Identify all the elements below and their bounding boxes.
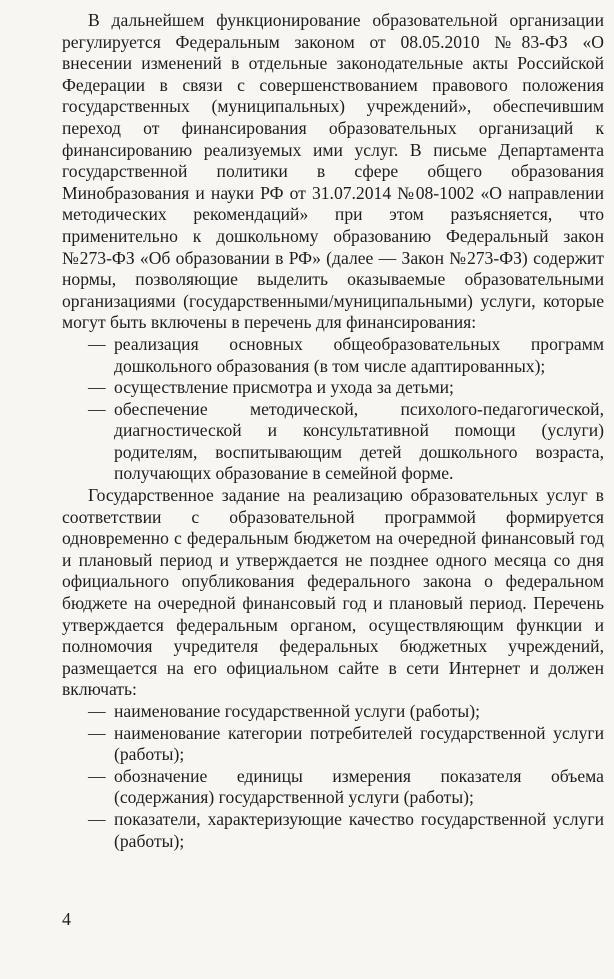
dash-bullet: — [88, 398, 106, 419]
requirements-list [62, 701, 604, 852]
list-item-text: наименование категории потребителей государственной услуги (работы); [114, 722, 604, 765]
list-item-text: показатели, характеризующие качество государственной услуги (работы); [114, 808, 604, 851]
list-item-text: наименование государственной услуги (работы); [114, 701, 480, 721]
dash-bullet: — [88, 333, 106, 354]
list-item [62, 334, 604, 377]
list-item-text: обозначение единицы измерения показателя объема (содержания) государственной услуги (работы); [114, 765, 604, 808]
list-item-text: реализация основных общеобразовательных программ дошкольного образования (в том числе адаптированных); [114, 333, 604, 376]
dash-bullet: — [88, 808, 106, 829]
page-number: 4 [62, 909, 71, 929]
list-item [62, 809, 604, 852]
list-item-text: обеспечение методической, психолого-педагогической, диагностической и консультативной помощи (услуги) родителям, воспитывающим детей дошкольного возраста, получающих образование в семейной форме. [114, 398, 604, 484]
list-item [62, 701, 604, 723]
body-text [62, 10, 604, 852]
paragraph: Государственное задание на реализацию образовательных услуг в соответствии с образовательной программой формируется одновременно с федеральным бюджетом на очередной финансовый год и плановый период и утверждается не позднее одного месяца со дня официального опубликования федерального закона о федеральном бюджете на очередной финансовый год и плановый период. Перечень утверждается федеральным органом, осуществляющим функции и полномочия учредителя федеральных бюджетных учреждений, размещается на его официальном сайте в сети Интернет и должен включать: [62, 485, 604, 700]
dash-bullet: — [88, 377, 106, 398]
paragraph: В дальнейшем функционирование образовательной организации регулируется Федеральным законом от 08.05.2010 №83-ФЗ «О внесении изменений в отдельные законодательные акты Российской Федерации в связи с совершенствованием правового положения государственных (муниципальных) учреждений», обеспечившим переход от финансирования образовательных организаций к финансированию реализуемых ими услуг. В письме Департамента государственной политики в сфере общего образования Минобразования и науки РФ от 31.07.2014 №08-1002 «О направлении методических рекомендаций» при этом разъясняется, что применительно к дошкольному образованию Федеральный закон №273-ФЗ «Об образовании в РФ» (далее — Закон №273-ФЗ) содержит нормы, позволяющие выделить оказываемые образовательными организациями (государственными/муниципальными) услуги, которые могут быть включены в перечень для финансирования: [62, 10, 604, 333]
list-item-text: осуществление присмотра и ухода за детьми; [114, 377, 454, 398]
dash-bullet: — [88, 701, 106, 721]
dash-bullet: — [88, 765, 106, 786]
services-list [62, 334, 604, 485]
dash-bullet: — [88, 722, 106, 743]
list-item [62, 399, 604, 485]
list-item [62, 723, 604, 766]
list-item [62, 766, 604, 809]
list-item [62, 377, 604, 399]
